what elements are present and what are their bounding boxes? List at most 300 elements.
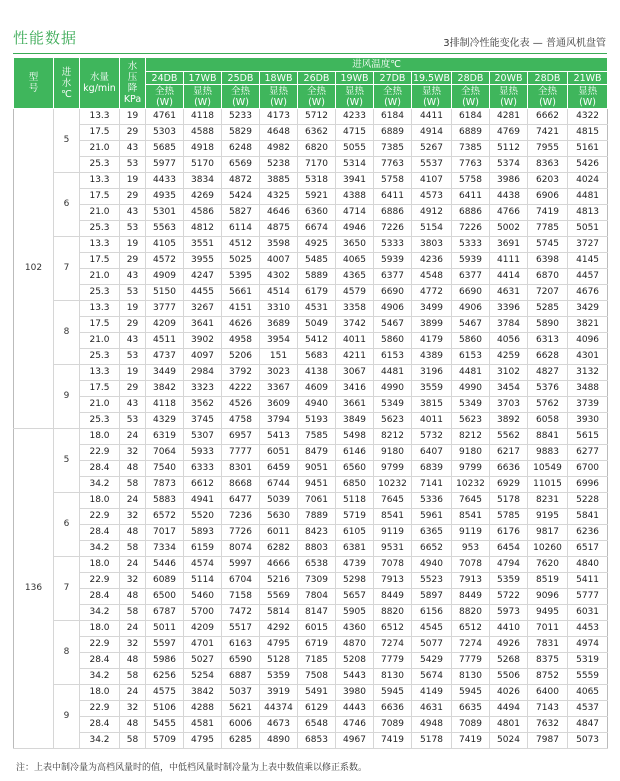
capacity-cell: 3689 [260,317,298,333]
capacity-cell: 3745 [184,413,222,429]
capacity-cell: 5685 [146,141,184,157]
capacity-cell: 6313 [528,333,568,349]
capacity-cell: 5860 [374,333,412,349]
capacity-cell: 5758 [452,173,490,189]
capacity-cell: 5170 [184,157,222,173]
capacity-cell: 6704 [222,573,260,589]
capacity-cell: 5349 [374,397,412,413]
capacity-cell: 6248 [222,141,260,157]
capacity-cell: 5814 [260,605,298,621]
capacity-cell: 6179 [298,285,336,301]
capacity-cell: 5961 [412,509,452,525]
capacity-cell: 7540 [146,461,184,477]
capacity-cell: 3815 [412,397,452,413]
capacity-cell: 4209 [146,317,184,333]
capacity-cell: 5154 [412,221,452,237]
capacity-cell: 5722 [490,589,528,605]
capacity-cell: 4766 [490,205,528,221]
capacity-cell: 5298 [336,573,374,589]
capacity-cell: 6636 [374,701,412,717]
capacity-cell: 3562 [184,397,222,413]
capacity-cell: 8074 [222,541,260,557]
capacity-cell: 5178 [490,493,528,509]
capacity-cell: 5719 [336,509,374,525]
flow-cell: 28.4 [80,589,120,605]
pressure-cell: 19 [120,109,146,125]
capacity-cell: 6333 [184,461,222,477]
flow-cell: 13.3 [80,109,120,125]
capacity-cell: 6129 [298,701,336,717]
pressure-cell: 48 [120,653,146,669]
capacity-cell: 4111 [490,253,528,269]
capacity-cell: 4581 [184,717,222,733]
capacity-cell: 3691 [490,237,528,253]
capacity-cell: 4990 [452,381,490,397]
capacity-cell: 5268 [490,653,528,669]
capacity-cell: 8820 [452,605,490,621]
table-row [14,573,608,589]
capacity-cell: 7777 [222,445,260,461]
table-row [14,317,608,333]
capacity-cell: 6886 [374,205,412,221]
capacity-cell: 5106 [146,701,184,717]
capacity-cell: 8820 [374,605,412,621]
capacity-cell: 4813 [568,205,608,221]
capacity-cell: 4481 [452,365,490,381]
pressure-cell: 43 [120,269,146,285]
capacity-cell: 4511 [146,333,184,349]
capacity-cell: 8130 [374,669,412,685]
table-row [14,621,608,637]
capacity-cell: 4847 [568,717,608,733]
table-row [14,605,608,621]
header-subcolumn: 显热 (W) [568,85,608,109]
capacity-cell: 3499 [412,301,452,317]
capacity-cell: 3650 [336,237,374,253]
capacity-cell: 4288 [184,701,222,717]
capacity-cell: 4211 [336,349,374,365]
capacity-cell: 4982 [260,141,298,157]
capacity-cell: 5027 [184,653,222,669]
capacity-cell: 5921 [298,189,336,205]
pressure-cell: 24 [120,557,146,573]
capacity-cell: 4666 [260,557,298,573]
capacity-cell: 5893 [184,525,222,541]
capacity-cell: 4769 [490,125,528,141]
capacity-cell: 5412 [298,333,336,349]
capacity-cell: 6236 [568,525,608,541]
capacity-cell: 3784 [490,317,528,333]
capacity-cell: 7987 [528,733,568,749]
capacity-cell: 6114 [222,221,260,237]
table-row [14,397,608,413]
capacity-cell: 4531 [298,301,336,317]
pressure-cell: 29 [120,253,146,269]
capacity-cell: 6176 [490,525,528,541]
capacity-cell: 4967 [336,733,374,749]
pressure-cell: 48 [120,589,146,605]
capacity-cell: 3849 [336,413,374,429]
capacity-cell: 8130 [452,669,490,685]
capacity-cell: 7913 [452,573,490,589]
capacity-cell: 4537 [568,701,608,717]
capacity-cell: 8479 [298,445,336,461]
capacity-cell: 5037 [222,685,260,701]
capacity-cell: 3739 [568,397,608,413]
table-row [14,221,608,237]
capacity-cell: 3367 [260,381,298,397]
capacity-cell: 4827 [528,365,568,381]
capacity-cell: 5745 [528,237,568,253]
inlet-temp-cell: 8 [54,301,80,365]
capacity-cell: 5829 [222,125,260,141]
capacity-cell: 5374 [490,157,528,173]
capacity-cell: 5777 [568,589,608,605]
capacity-cell: 8841 [528,429,568,445]
capacity-cell: 3986 [490,173,528,189]
capacity-cell: 9531 [374,541,412,557]
table-row [14,733,608,749]
capacity-cell: 6407 [412,445,452,461]
capacity-cell: 4812 [184,221,222,237]
capacity-cell: 3792 [222,365,260,381]
pressure-cell: 32 [120,573,146,589]
pressure-cell: 29 [120,317,146,333]
capacity-cell: 5485 [298,253,336,269]
capacity-cell: 3396 [490,301,528,317]
capacity-cell: 7472 [222,605,260,621]
table-row [14,333,608,349]
capacity-cell: 9119 [374,525,412,541]
capacity-cell: 5208 [336,653,374,669]
capacity-cell: 3609 [260,397,298,413]
header-condition: 27DB [374,72,412,85]
capacity-cell: 3310 [260,301,298,317]
capacity-cell: 6015 [298,621,336,637]
pressure-cell: 29 [120,381,146,397]
pressure-cell: 48 [120,461,146,477]
capacity-cell: 4065 [568,685,608,701]
capacity-cell: 4026 [490,685,528,701]
capacity-cell: 5986 [146,653,184,669]
capacity-cell: 4024 [568,173,608,189]
capacity-cell: 4481 [374,365,412,381]
capacity-cell: 7419 [452,733,490,749]
capacity-cell: 4926 [490,637,528,653]
capacity-cell: 4151 [222,301,260,317]
capacity-cell: 3551 [184,237,222,253]
capacity-cell: 4455 [184,285,222,301]
capacity-cell: 6163 [222,637,260,653]
capacity-cell: 5732 [412,429,452,445]
capacity-cell: 6156 [412,605,452,621]
pressure-cell: 58 [120,477,146,493]
capacity-cell: 4322 [568,109,608,125]
capacity-cell: 3930 [568,413,608,429]
capacity-cell: 7620 [528,557,568,573]
capacity-cell: 5349 [452,397,490,413]
capacity-cell: 3794 [260,413,298,429]
capacity-cell: 3842 [146,381,184,397]
capacity-cell: 6957 [222,429,260,445]
capacity-cell: 5359 [490,573,528,589]
table-row [14,365,608,381]
table-row [14,493,608,509]
capacity-cell: 4107 [412,173,452,189]
flow-cell: 18.0 [80,621,120,637]
capacity-cell: 6285 [222,733,260,749]
capacity-cell: 6636 [490,461,528,477]
pressure-cell: 43 [120,333,146,349]
capacity-cell: 7089 [374,717,412,733]
capacity-cell: 4673 [260,717,298,733]
capacity-cell: 6662 [528,109,568,125]
table-row [14,541,608,557]
capacity-cell: 3267 [184,301,222,317]
capacity-cell: 4365 [336,269,374,285]
pressure-cell: 53 [120,221,146,237]
table-row [14,205,608,221]
inlet-temp-cell: 5 [54,109,80,173]
capacity-cell: 9180 [374,445,412,461]
capacity-cell: 4269 [184,189,222,205]
capacity-cell: 6459 [260,461,298,477]
pressure-cell: 53 [120,157,146,173]
capacity-cell: 4609 [298,381,336,397]
table-row [14,189,608,205]
capacity-cell: 7955 [528,141,568,157]
capacity-cell: 3559 [412,381,452,397]
pressure-cell: 19 [120,237,146,253]
capacity-cell: 3902 [184,333,222,349]
capacity-cell: 7508 [298,669,336,685]
capacity-cell: 8212 [452,429,490,445]
capacity-cell: 4259 [490,349,528,365]
capacity-cell: 7831 [528,637,568,653]
capacity-cell: 6569 [222,157,260,173]
table-row [14,477,608,493]
pressure-cell: 48 [120,525,146,541]
capacity-cell: 3598 [260,237,298,253]
capacity-cell: 6744 [260,477,298,493]
capacity-cell: 5889 [298,269,336,285]
header-subcolumn: 显热 (W) [336,85,374,109]
flow-cell: 25.3 [80,413,120,429]
capacity-cell: 4646 [260,205,298,221]
capacity-cell: 5424 [222,189,260,205]
capacity-cell: 4302 [260,269,298,285]
capacity-cell: 5055 [336,141,374,157]
capacity-cell: 4410 [490,621,528,637]
capacity-cell: 5506 [490,669,528,685]
capacity-cell: 7064 [146,445,184,461]
capacity-cell: 4056 [490,333,528,349]
inlet-temp-cell: 7 [54,557,80,621]
capacity-cell: 5467 [374,317,412,333]
capacity-cell: 4974 [568,637,608,653]
pressure-cell: 32 [120,509,146,525]
capacity-cell: 3132 [568,365,608,381]
header-inlet-temp: 进 水 ℃ [54,58,80,109]
capacity-cell: 3885 [260,173,298,189]
capacity-cell: 6512 [374,621,412,637]
capacity-cell: 5883 [146,493,184,509]
capacity-cell: 7763 [374,157,412,173]
capacity-cell: 4149 [412,685,452,701]
capacity-cell: 7585 [298,429,336,445]
capacity-cell: 4118 [184,109,222,125]
capacity-cell: 5413 [260,429,298,445]
capacity-cell: 4173 [260,109,298,125]
capacity-cell: 3323 [184,381,222,397]
capacity-cell: 5997 [222,557,260,573]
inlet-temp-cell: 9 [54,365,80,429]
capacity-cell: 4097 [184,349,222,365]
pressure-cell: 24 [120,429,146,445]
capacity-cell: 5429 [412,653,452,669]
capacity-cell: 6398 [528,253,568,269]
capacity-cell: 5491 [298,685,336,701]
capacity-cell: 6159 [184,541,222,557]
flow-cell: 21.0 [80,269,120,285]
table-row [14,637,608,653]
table-row [14,589,608,605]
capacity-cell: 4795 [260,637,298,653]
capacity-cell: 9051 [298,461,336,477]
capacity-cell: 4301 [568,349,608,365]
capacity-cell: 4758 [222,413,260,429]
capacity-cell: 5333 [374,237,412,253]
capacity-cell: 6996 [568,477,608,493]
capacity-cell: 7078 [452,557,490,573]
capacity-cell: 6612 [184,477,222,493]
capacity-cell: 6184 [452,109,490,125]
capacity-cell: 6377 [374,269,412,285]
capacity-cell: 5455 [146,717,184,733]
capacity-cell: 5597 [146,637,184,653]
flow-cell: 13.3 [80,237,120,253]
capacity-cell: 6538 [298,557,336,573]
capacity-cell: 3919 [260,685,298,701]
table-row [14,413,608,429]
capacity-cell: 10549 [528,461,568,477]
flow-cell: 34.2 [80,541,120,557]
capacity-cell: 6146 [336,445,374,461]
capacity-cell: 5359 [260,669,298,685]
capacity-cell: 5562 [490,429,528,445]
flow-cell: 13.3 [80,365,120,381]
capacity-cell: 4574 [184,557,222,573]
capacity-cell: 4925 [298,237,336,253]
capacity-cell: 3488 [568,381,608,397]
header-condition: 25DB [222,72,260,85]
capacity-cell: 5051 [568,221,608,237]
capacity-cell: 6365 [412,525,452,541]
capacity-cell: 5318 [298,173,336,189]
capacity-cell: 6839 [412,461,452,477]
capacity-cell: 6411 [452,189,490,205]
capacity-cell: 3023 [260,365,298,381]
capacity-cell: 3661 [336,397,374,413]
model-cell: 136 [14,429,54,749]
capacity-cell: 3067 [336,365,374,381]
header-condition: 20WB [490,72,528,85]
capacity-cell: 3102 [490,365,528,381]
pressure-cell: 32 [120,637,146,653]
capacity-cell: 5933 [184,445,222,461]
capacity-cell: 5024 [490,733,528,749]
capacity-cell: 5426 [568,157,608,173]
capacity-cell: 6217 [490,445,528,461]
capacity-cell: 6319 [146,429,184,445]
capacity-cell: 5700 [184,605,222,621]
capacity-cell: 5446 [146,557,184,573]
header-condition: 21WB [568,72,608,85]
pressure-cell: 19 [120,173,146,189]
capacity-cell: 6628 [528,349,568,365]
capacity-cell: 5683 [298,349,336,365]
table-row [14,173,608,189]
capacity-cell: 5945 [374,685,412,701]
table-row [14,349,608,365]
capacity-cell: 6517 [568,541,608,557]
capacity-cell: 4389 [412,349,452,365]
capacity-cell: 6153 [374,349,412,365]
capacity-cell: 5939 [452,253,490,269]
capacity-cell: 5498 [336,429,374,445]
table-row [14,717,608,733]
pressure-cell: 53 [120,349,146,365]
capacity-cell: 5460 [184,589,222,605]
capacity-cell: 6889 [452,125,490,141]
capacity-cell: 44374 [260,701,298,717]
capacity-cell: 5267 [412,141,452,157]
capacity-cell: 8212 [374,429,412,445]
capacity-cell: 5216 [260,573,298,589]
capacity-cell: 6572 [146,509,184,525]
pressure-cell: 29 [120,189,146,205]
capacity-cell: 4890 [260,733,298,749]
capacity-cell: 4096 [568,333,608,349]
table-row [14,685,608,701]
flow-cell: 17.5 [80,189,120,205]
capacity-cell: 6477 [222,493,260,509]
capacity-cell: 4715 [336,125,374,141]
capacity-cell: 8519 [528,573,568,589]
capacity-cell: 6590 [222,653,260,669]
capacity-cell: 9799 [374,461,412,477]
flow-cell: 17.5 [80,125,120,141]
inlet-temp-cell: 8 [54,621,80,685]
capacity-cell: 5193 [298,413,336,429]
capacity-cell: 4714 [336,205,374,221]
capacity-cell: 7632 [528,717,568,733]
capacity-cell: 7419 [528,205,568,221]
capacity-cell: 5307 [184,429,222,445]
capacity-cell: 4794 [490,557,528,573]
capacity-cell: 7236 [222,509,260,525]
capacity-cell: 5314 [336,157,374,173]
capacity-cell: 5128 [260,653,298,669]
flow-cell: 22.9 [80,573,120,589]
flow-cell: 21.0 [80,397,120,413]
capacity-cell: 3777 [146,301,184,317]
capacity-cell: 10232 [374,477,412,493]
capacity-cell: 6058 [528,413,568,429]
capacity-cell: 5905 [336,605,374,621]
flow-cell: 17.5 [80,381,120,397]
table-row [14,157,608,173]
